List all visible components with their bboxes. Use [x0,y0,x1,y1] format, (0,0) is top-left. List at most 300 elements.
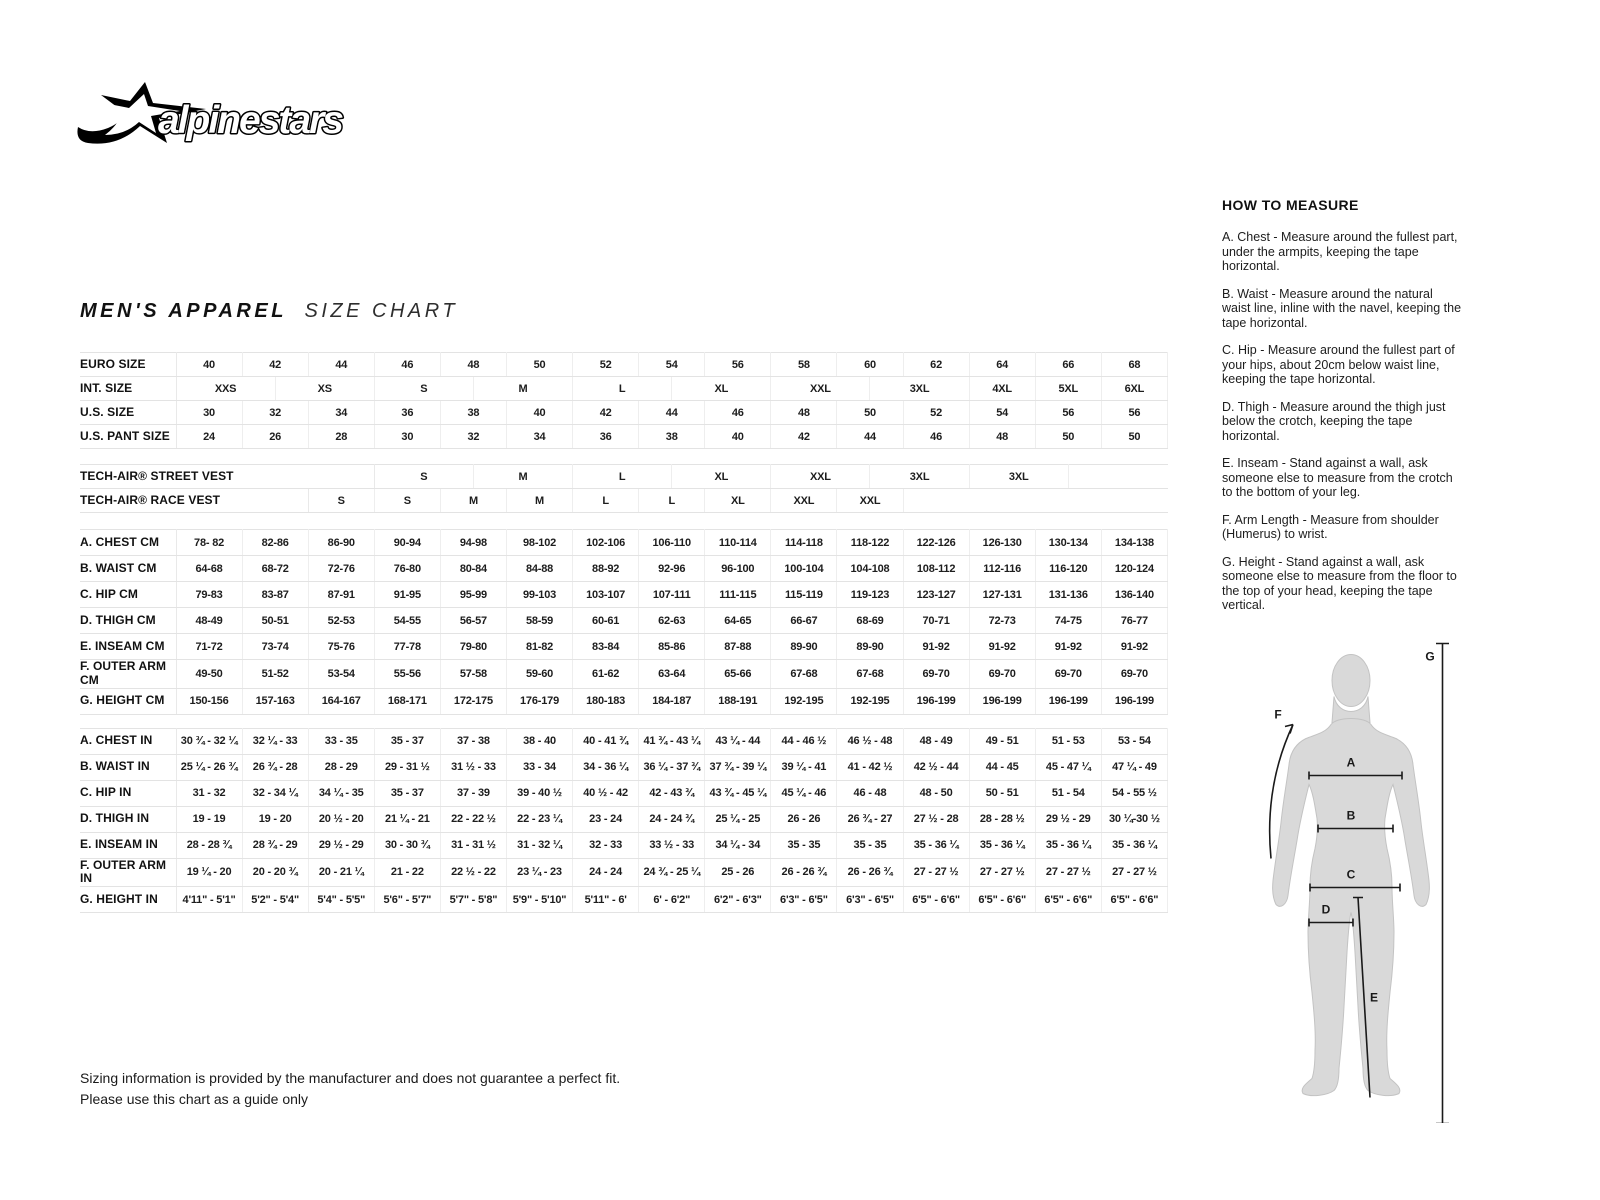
footer-disclaimer [80,1068,620,1110]
figure-label-arm: F [1274,707,1282,722]
in-cell: 41 ¾ - 43 ¼ [639,728,705,754]
cm-cell: 53-54 [308,660,374,689]
tech-air-race-cell: M [506,489,572,513]
cm-cell: 116-120 [1035,556,1101,582]
int-size-cell: XXS [176,377,275,401]
cm-cell: 102-106 [573,530,639,556]
tech-air-street-cell: 3XL [870,465,969,489]
cm-cell: 86-90 [308,530,374,556]
row-label-in: D. THIGH IN [80,806,176,832]
in-cell: 35 - 36 ¼ [1035,832,1101,858]
cm-cell: 168-171 [374,688,440,714]
in-cell: 26 - 26 ¾ [771,858,837,887]
in-cell: 6'2" - 6'3" [705,887,771,913]
tech-air-race-cell: M [440,489,506,513]
in-cell: 22 - 23 ¼ [506,806,572,832]
in-cell: 32 - 33 [573,832,639,858]
in-cell: 25 ¼ - 25 [705,806,771,832]
row-label-int-size: INT. SIZE [80,377,176,401]
cm-cell: 64-65 [705,608,771,634]
row-label-in: E. INSEAM IN [80,832,176,858]
cm-cell: 69-70 [903,660,969,689]
cm-cell: 157-163 [242,688,308,714]
cm-cell: 91-92 [1035,634,1101,660]
cm-cell: 68-69 [837,608,903,634]
in-cell: 6'5" - 6'6" [1101,887,1167,913]
us-pant-size-cell: 44 [837,425,903,449]
page-title [80,300,458,323]
in-cell: 21 ¼ - 21 [374,806,440,832]
cm-cell: 136-140 [1101,582,1167,608]
in-cell: 28 - 29 [308,754,374,780]
in-cell: 24 - 24 ¾ [639,806,705,832]
euro-size-cell: 44 [308,353,374,377]
us-pant-size-cell: 48 [969,425,1035,449]
cm-cell: 96-100 [705,556,771,582]
cm-cell: 68-72 [242,556,308,582]
cm-cell: 98-102 [506,530,572,556]
in-cell: 27 ½ - 28 [903,806,969,832]
us-pant-size-cell: 32 [440,425,506,449]
in-cell: 44 - 46 ½ [771,728,837,754]
in-cell: 28 - 28 ¾ [176,832,242,858]
cm-cell: 65-66 [705,660,771,689]
us-size-cell: 46 [705,401,771,425]
in-cell: 34 ¼ - 34 [705,832,771,858]
cm-cell: 51-52 [242,660,308,689]
cm-cell: 48-49 [176,608,242,634]
row-label-tech-air-street: TECH-AIR® STREET VEST [80,465,374,489]
in-cell: 35 - 37 [374,780,440,806]
cm-cell: 83-84 [573,634,639,660]
measure-instruction: D. Thigh - Measure around the thigh just below the crotch, keeping the tape horizontal. [1222,399,1446,443]
euro-size-cell: 40 [176,353,242,377]
cm-cell: 89-90 [771,634,837,660]
in-cell: 27 - 27 ½ [903,858,969,887]
us-size-cell: 52 [903,401,969,425]
us-size-cell: 38 [440,401,506,425]
in-cell: 34 - 36 ¼ [573,754,639,780]
in-cell: 25 - 26 [705,858,771,887]
cm-cell: 176-179 [506,688,572,714]
in-cell: 23 ¼ - 23 [506,858,572,887]
cm-cell: 66-67 [771,608,837,634]
tech-air-street-cell: XXL [771,465,870,489]
in-cell: 31 ½ - 33 [440,754,506,780]
in-cell: 41 - 42 ½ [837,754,903,780]
cm-cell: 75-76 [308,634,374,660]
measure-instruction: B. Waist - Measure around the natural waist line, inline with the navel, keeping the tape horizontal. [1222,286,1462,330]
us-pant-size-cell: 24 [176,425,242,449]
cm-cell: 180-183 [573,688,639,714]
euro-size-cell: 66 [1035,353,1101,377]
us-pant-size-cell: 50 [1035,425,1101,449]
euro-size-cell: 48 [440,353,506,377]
row-label-cm: C. HIP CM [80,582,176,608]
int-size-cell: L [573,377,672,401]
row-label-cm: G. HEIGHT CM [80,688,176,714]
row-label-cm: E. INSEAM CM [80,634,176,660]
cm-cell: 150-156 [176,688,242,714]
cm-cell: 91-92 [903,634,969,660]
row-label-cm: B. WAIST CM [80,556,176,582]
us-pant-size-cell: 26 [242,425,308,449]
cm-cell: 69-70 [1035,660,1101,689]
table-gap [80,513,1168,530]
in-cell: 48 - 50 [903,780,969,806]
tech-air-street-cell: XL [672,465,771,489]
cm-cell: 126-130 [969,530,1035,556]
cm-cell: 111-115 [705,582,771,608]
in-cell: 38 - 40 [506,728,572,754]
cm-cell: 196-199 [1035,688,1101,714]
in-cell: 29 ½ - 29 [308,832,374,858]
us-pant-size-cell: 28 [308,425,374,449]
cm-cell: 131-136 [1035,582,1101,608]
in-cell: 5'9" - 5'10" [506,887,572,913]
us-size-cell: 44 [639,401,705,425]
in-cell: 43 ¾ - 45 ¼ [705,780,771,806]
measure-instruction: E. Inseam - Stand against a wall, ask someone else to measure from the crotch to the bottom of your leg. [1222,456,1453,499]
cm-cell: 73-74 [242,634,308,660]
us-size-cell: 30 [176,401,242,425]
cm-cell: 74-75 [1035,608,1101,634]
in-cell: 31 - 32 [176,780,242,806]
cm-cell: 127-131 [969,582,1035,608]
us-size-cell: 32 [242,401,308,425]
in-cell: 53 - 54 [1101,728,1167,754]
in-cell: 49 - 51 [969,728,1035,754]
us-size-cell: 48 [771,401,837,425]
tech-air-race-cell: XXL [771,489,837,513]
in-cell: 19 - 20 [242,806,308,832]
in-cell: 34 ¼ - 35 [308,780,374,806]
tech-air-race-cell: S [308,489,374,513]
in-cell: 24 - 24 [573,858,639,887]
int-size-cell: S [374,377,473,401]
how-to-measure-title: HOW TO MEASURE [1222,197,1359,213]
in-cell: 6'5" - 6'6" [1035,887,1101,913]
cm-cell: 81-82 [506,634,572,660]
us-size-cell: 50 [837,401,903,425]
tech-air-race-cell: S [374,489,440,513]
us-size-cell: 56 [1035,401,1101,425]
in-cell: 28 ¾ - 29 [242,832,308,858]
in-cell: 25 ¼ - 26 ¾ [176,754,242,780]
us-size-cell: 36 [374,401,440,425]
in-cell: 32 ¼ - 33 [242,728,308,754]
in-cell: 5'7" - 5'8" [440,887,506,913]
us-pant-size-cell: 46 [903,425,969,449]
footer-disclaimer-line2: Please use this chart as a guide only [80,1091,309,1107]
in-cell: 35 - 37 [374,728,440,754]
us-size-cell: 40 [506,401,572,425]
in-cell: 29 - 31 ½ [374,754,440,780]
in-cell: 22 - 22 ½ [440,806,506,832]
cm-cell: 95-99 [440,582,506,608]
int-size-cell: XXL [771,377,870,401]
in-cell: 26 ¾ - 27 [837,806,903,832]
tech-air-race-cell: L [639,489,705,513]
cm-cell: 69-70 [969,660,1035,689]
in-cell: 40 - 41 ¾ [573,728,639,754]
cm-cell: 70-71 [903,608,969,634]
cm-cell: 108-112 [903,556,969,582]
int-size-cell: M [473,377,572,401]
cm-cell: 188-191 [705,688,771,714]
table-gap [80,449,1168,465]
measure-instruction: C. Hip - Measure around the fullest part of your hips, about 20cm below waist line, keeping the tape horizontal. [1222,343,1455,386]
cm-cell: 192-195 [837,688,903,714]
cm-cell: 122-126 [903,530,969,556]
in-cell: 5'4" - 5'5" [308,887,374,913]
in-cell: 22 ½ - 22 [440,858,506,887]
in-cell: 31 - 31 ½ [440,832,506,858]
measure-instruction: A. Chest - Measure around the fullest part, under the armpits, keeping the tape horizontal. [1222,230,1458,273]
in-cell: 33 - 34 [506,754,572,780]
cm-cell: 106-110 [639,530,705,556]
row-label-cm: F. OUTER ARM CM [80,660,176,689]
cm-cell: 50-51 [242,608,308,634]
figure-label-waist: B [1346,808,1356,823]
euro-size-cell: 52 [573,353,639,377]
cm-cell: 63-64 [639,660,705,689]
in-cell: 26 - 26 [771,806,837,832]
in-cell: 27 - 27 ½ [1101,858,1167,887]
cm-cell: 114-118 [771,530,837,556]
cm-cell: 134-138 [1101,530,1167,556]
cm-cell: 99-103 [506,582,572,608]
cm-cell: 83-87 [242,582,308,608]
tech-air-street-cell: L [573,465,672,489]
us-size-cell: 34 [308,401,374,425]
in-cell: 54 - 55 ½ [1101,780,1167,806]
us-pant-size-cell: 42 [771,425,837,449]
euro-size-cell: 54 [639,353,705,377]
us-pant-size-cell: 30 [374,425,440,449]
int-size-cell: 4XL [969,377,1035,401]
in-cell: 29 ½ - 29 [1035,806,1101,832]
tech-air-race-cell: XL [705,489,771,513]
in-cell: 46 - 48 [837,780,903,806]
cm-cell: 69-70 [1101,660,1167,689]
row-label-in: F. OUTER ARM IN [80,858,176,887]
in-cell: 42 - 43 ¾ [639,780,705,806]
in-cell: 20 - 20 ¾ [242,858,308,887]
size-chart-table [80,352,1168,913]
tech-air-street-cell: S [374,465,473,489]
row-label-us-size: U.S. SIZE [80,401,176,425]
in-cell: 30 ¼-30 ½ [1101,806,1167,832]
row-label-cm: A. CHEST CM [80,530,176,556]
cm-cell: 72-73 [969,608,1035,634]
tech-air-race-empty-cell [903,489,1167,513]
in-cell: 20 - 21 ¼ [308,858,374,887]
cm-cell: 184-187 [639,688,705,714]
in-cell: 28 - 28 ½ [969,806,1035,832]
in-cell: 35 - 35 [837,832,903,858]
in-cell: 44 - 45 [969,754,1035,780]
in-cell: 6'5" - 6'6" [969,887,1035,913]
in-cell: 51 - 53 [1035,728,1101,754]
in-cell: 46 ½ - 48 [837,728,903,754]
in-cell: 35 - 36 ¼ [903,832,969,858]
in-cell: 24 ¾ - 25 ¼ [639,858,705,887]
in-cell: 37 - 39 [440,780,506,806]
tech-air-street-cell: M [473,465,572,489]
in-cell: 6'3" - 6'5" [771,887,837,913]
in-cell: 21 - 22 [374,858,440,887]
euro-size-cell: 56 [705,353,771,377]
int-size-cell: 5XL [1035,377,1101,401]
in-cell: 26 ¾ - 28 [242,754,308,780]
cm-cell: 77-78 [374,634,440,660]
cm-cell: 57-58 [440,660,506,689]
cm-cell: 110-114 [705,530,771,556]
measure-line-height [1436,644,1449,1124]
figure-label-height: G [1425,649,1435,664]
cm-cell: 100-104 [771,556,837,582]
row-label-cm: D. THIGH CM [80,608,176,634]
cm-cell: 82-86 [242,530,308,556]
figure-label-inseam: E [1369,990,1379,1005]
measure-instruction: F. Arm Length - Measure from shoulder (Humerus) to wrist. [1222,512,1439,541]
measurement-figure [1230,618,1560,1123]
in-cell: 40 ½ - 42 [573,780,639,806]
cm-cell: 71-72 [176,634,242,660]
cm-cell: 52-53 [308,608,374,634]
cm-cell: 67-68 [837,660,903,689]
tech-air-street-cell: 3XL [969,465,1068,489]
cm-cell: 58-59 [506,608,572,634]
cm-cell: 192-195 [771,688,837,714]
cm-cell: 130-134 [1035,530,1101,556]
euro-size-cell: 60 [837,353,903,377]
cm-cell: 89-90 [837,634,903,660]
cm-cell: 76-77 [1101,608,1167,634]
human-silhouette-head [1332,655,1370,707]
in-cell: 39 - 40 ½ [506,780,572,806]
cm-cell: 107-111 [639,582,705,608]
in-cell: 47 ¼ - 49 [1101,754,1167,780]
row-label-tech-air-race: TECH-AIR® RACE VEST [80,489,308,513]
in-cell: 5'11" - 6' [573,887,639,913]
cm-cell: 55-56 [374,660,440,689]
cm-cell: 91-92 [969,634,1035,660]
figure-label-thigh: D [1321,902,1331,917]
int-size-cell: 3XL [870,377,969,401]
cm-cell: 91-95 [374,582,440,608]
us-size-cell: 56 [1101,401,1167,425]
cm-cell: 164-167 [308,688,374,714]
cm-cell: 120-124 [1101,556,1167,582]
euro-size-cell: 62 [903,353,969,377]
cm-cell: 118-122 [837,530,903,556]
in-cell: 30 ¾ - 32 ¼ [176,728,242,754]
cm-cell: 85-86 [639,634,705,660]
row-label-in: C. HIP IN [80,780,176,806]
cm-cell: 76-80 [374,556,440,582]
us-pant-size-cell: 50 [1101,425,1167,449]
in-cell: 5'2" - 5'4" [242,887,308,913]
in-cell: 31 - 32 ¼ [506,832,572,858]
cm-cell: 67-68 [771,660,837,689]
tech-air-street-empty-cell [1068,465,1167,489]
in-cell: 4'11" - 5'1" [176,887,242,913]
in-cell: 43 ¼ - 44 [705,728,771,754]
int-size-cell: 6XL [1101,377,1167,401]
in-cell: 33 - 35 [308,728,374,754]
in-cell: 23 - 24 [573,806,639,832]
in-cell: 6'5" - 6'6" [903,887,969,913]
row-label-in: B. WAIST IN [80,754,176,780]
in-cell: 35 - 36 ¼ [969,832,1035,858]
cm-cell: 54-55 [374,608,440,634]
euro-size-cell: 64 [969,353,1035,377]
us-pant-size-cell: 34 [506,425,572,449]
in-cell: 35 - 35 [771,832,837,858]
in-cell: 37 ¾ - 39 ¼ [705,754,771,780]
row-label-euro-size: EURO SIZE [80,353,176,377]
in-cell: 6' - 6'2" [639,887,705,913]
figure-label-hip: C [1346,867,1356,882]
row-label-in: G. HEIGHT IN [80,887,176,913]
cm-cell: 119-123 [837,582,903,608]
cm-cell: 87-91 [308,582,374,608]
alpinestars-logo [70,52,370,162]
cm-cell: 115-119 [771,582,837,608]
cm-cell: 196-199 [1101,688,1167,714]
in-cell: 6'3" - 6'5" [837,887,903,913]
cm-cell: 172-175 [440,688,506,714]
cm-cell: 87-88 [705,634,771,660]
table-gap [80,714,1168,728]
cm-cell: 79-80 [440,634,506,660]
in-cell: 48 - 49 [903,728,969,754]
tech-air-race-cell: XXL [837,489,903,513]
cm-cell: 94-98 [440,530,506,556]
row-label-in: A. CHEST IN [80,728,176,754]
cm-cell: 88-92 [573,556,639,582]
int-size-cell: XL [672,377,771,401]
in-cell: 35 - 36 ¼ [1101,832,1167,858]
in-cell: 32 - 34 ¼ [242,780,308,806]
us-pant-size-cell: 40 [705,425,771,449]
in-cell: 37 - 38 [440,728,506,754]
cm-cell: 123-127 [903,582,969,608]
euro-size-cell: 50 [506,353,572,377]
in-cell: 26 - 26 ¾ [837,858,903,887]
in-cell: 19 ¼ - 20 [176,858,242,887]
row-label-us-pant-size: U.S. PANT SIZE [80,425,176,449]
euro-size-cell: 42 [242,353,308,377]
cm-cell: 196-199 [969,688,1035,714]
cm-cell: 196-199 [903,688,969,714]
cm-cell: 60-61 [573,608,639,634]
cm-cell: 103-107 [573,582,639,608]
in-cell: 51 - 54 [1035,780,1101,806]
cm-cell: 78- 82 [176,530,242,556]
cm-cell: 90-94 [374,530,440,556]
us-pant-size-cell: 36 [573,425,639,449]
in-cell: 45 - 47 ¼ [1035,754,1101,780]
cm-cell: 92-96 [639,556,705,582]
us-size-cell: 42 [573,401,639,425]
us-pant-size-cell: 38 [639,425,705,449]
cm-cell: 79-83 [176,582,242,608]
in-cell: 33 ½ - 33 [639,832,705,858]
page-title-primary: MEN'S APPAREL [80,300,287,322]
